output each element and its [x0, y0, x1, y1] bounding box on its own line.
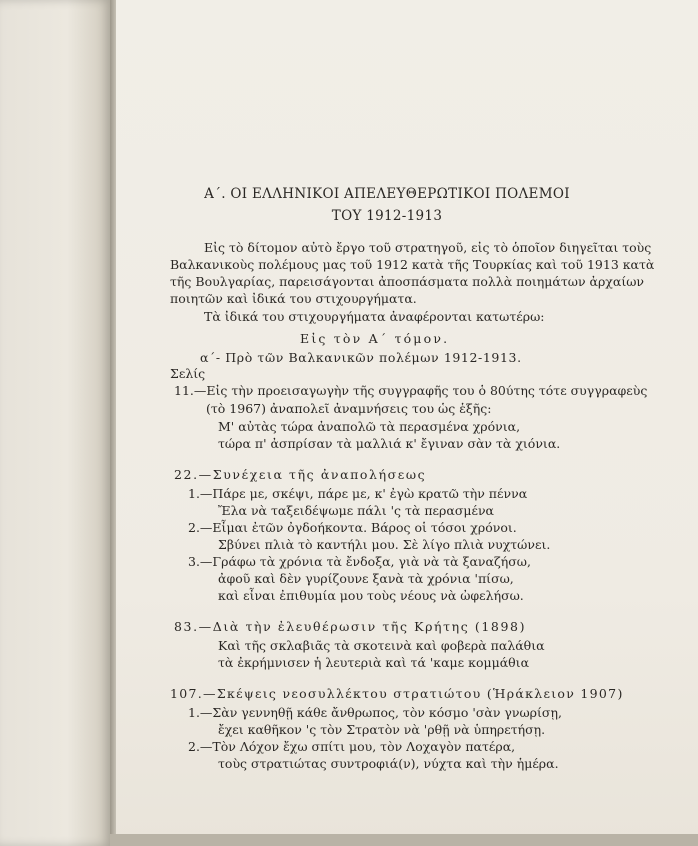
- entry-83-verse: Καὶ τῆς σκλαβιᾶς τὰ σκοτεινὰ καὶ φοβερὰ παλάθια: [218, 638, 545, 653]
- entry-107-verse: ἔχει καθῆκον 'ς τὸν Στρατὸν νὰ 'ρθῇ νὰ ὑπηρετήσῃ.: [218, 722, 546, 737]
- entry-11-verse: Μ' αὐτὰς τώρα ἀναπολῶ τὰ περασμένα χρόνια,: [218, 419, 521, 434]
- entry-22-verse: Ἔλα νὰ ταξειδέψωμε πάλι 'ς τὰ περασμένα: [218, 503, 494, 518]
- entry-83-verse: τὰ ἐκρήμνισεν ἡ λευτεριὰ καὶ τά 'καμε κομμάθια: [218, 655, 530, 670]
- entry-107-verse: τοὺς στρατιώτας συντροφιά(ν), νύχτα καὶ τὴν ἡμέρα.: [218, 756, 559, 771]
- entry-11-verse: τώρα π' ἀσπρίσαν τὰ μαλλιά κ' ἔγιναν σὰν τὰ χιόνια.: [218, 436, 561, 451]
- intro-line: ποιητῶν καὶ ἰδικά του στιχουργήματα.: [170, 291, 417, 306]
- entry-83-title: 83.—Διὰ τὴν ἐλευθέρωσιν τῆς Κρήτης (1898): [174, 619, 527, 634]
- chapter-title-years: ΤΟΥ 1912-1913: [331, 208, 443, 224]
- entry-22-verse: καὶ εἶναι ἐπιθυμία μου τοὺς νέους νὰ ὠφελήσω.: [218, 588, 524, 603]
- entry-22-verse: Σβύνει πλιὰ τὸ καντήλι μου. Σὲ λίγο πλιὰ νυχτώνει.: [218, 537, 551, 552]
- intro-line: Εἰς τὸ δίτομον αὐτὸ ἔργο τοῦ στρατηγοῦ, εἰς τὸ ὁποῖον διηγεῖται τοὺς: [204, 240, 652, 255]
- page-column-label: Σελίς: [170, 366, 206, 381]
- intro-line-2: Τὰ ἰδικά του στιχουργήματα ἀναφέρονται κατωτέρω:: [204, 309, 545, 324]
- entry-22-verse: 3.—Γράφω τὰ χρόνια τὰ ἔνδοξα, γιὰ νὰ τὰ ξαναζήσω,: [188, 554, 531, 569]
- section-subtitle: α΄- Πρὸ τῶν Βαλκανικῶν πολέμων 1912-1913.: [200, 350, 522, 365]
- left-page: [0, 0, 112, 846]
- entry-107-verse: 2.—Τὸν Λόχον ἔχω σπίτι μου, τὸν Λοχαγὸν πατέρα,: [188, 739, 516, 754]
- entry-22-verse: 1.—Πάρε με, σκέψι, πάρε με, κ' ἐγὼ κρατῶ τὴν πέννα: [188, 486, 528, 501]
- volume-title: Εἰς τὸν Α΄ τόμον.: [300, 331, 450, 346]
- entry-107-title: 107.—Σκέψεις νεοσυλλέκτου στρατιώτου (Ἡράκλειον 1907): [170, 686, 624, 701]
- entry-22-title: 22.—Συνέχεια τῆς ἀναπολήσεως: [174, 467, 427, 482]
- page-bottom-edge: [110, 834, 698, 846]
- intro-line: Βαλκανικοὺς πολέμους μας τοῦ 1912 κατὰ τῆς Τουρκίας καὶ τοῦ 1913 κατὰ: [170, 257, 655, 272]
- intro-line: τῆς Βουλγαρίας, παρεισάγονται ἀποσπάσματα πολλὰ ποιημάτων ἀρχαίων: [170, 274, 645, 289]
- entry-22-verse: ἀφοῦ καὶ δὲν γυρίζουνε ξανὰ τὰ χρόνια 'πίσω,: [218, 571, 514, 586]
- entry-11-line: (τὸ 1967) ἀναπολεῖ ἀναμνήσεις του ὡς ἑξῆς:: [206, 401, 492, 416]
- entry-107-verse: 1.—Σὰν γεννηθῇ κάθε ἄνθρωπος, τὸν κόσμο 'σὰν γνωρίσῃ,: [188, 705, 562, 720]
- entry-11-title: 11.—Εἰς τὴν προεισαγωγὴν τῆς συγγραφῆς του ὁ 80ύτης τότε συγγραφεὺς: [174, 383, 648, 398]
- book-page: [116, 0, 698, 846]
- entry-22-verse: 2.—Εἶμαι ἐτῶν ὀγδοήκοντα. Βάρος οἱ τόσοι χρόνοι.: [188, 520, 517, 535]
- chapter-title: Α΄. ΟΙ ΕΛΛΗΝΙΚΟΙ ΑΠΕΛΕΥΘΕΡΩΤΙΚΟΙ ΠΟΛΕΜΟΙ: [204, 186, 570, 202]
